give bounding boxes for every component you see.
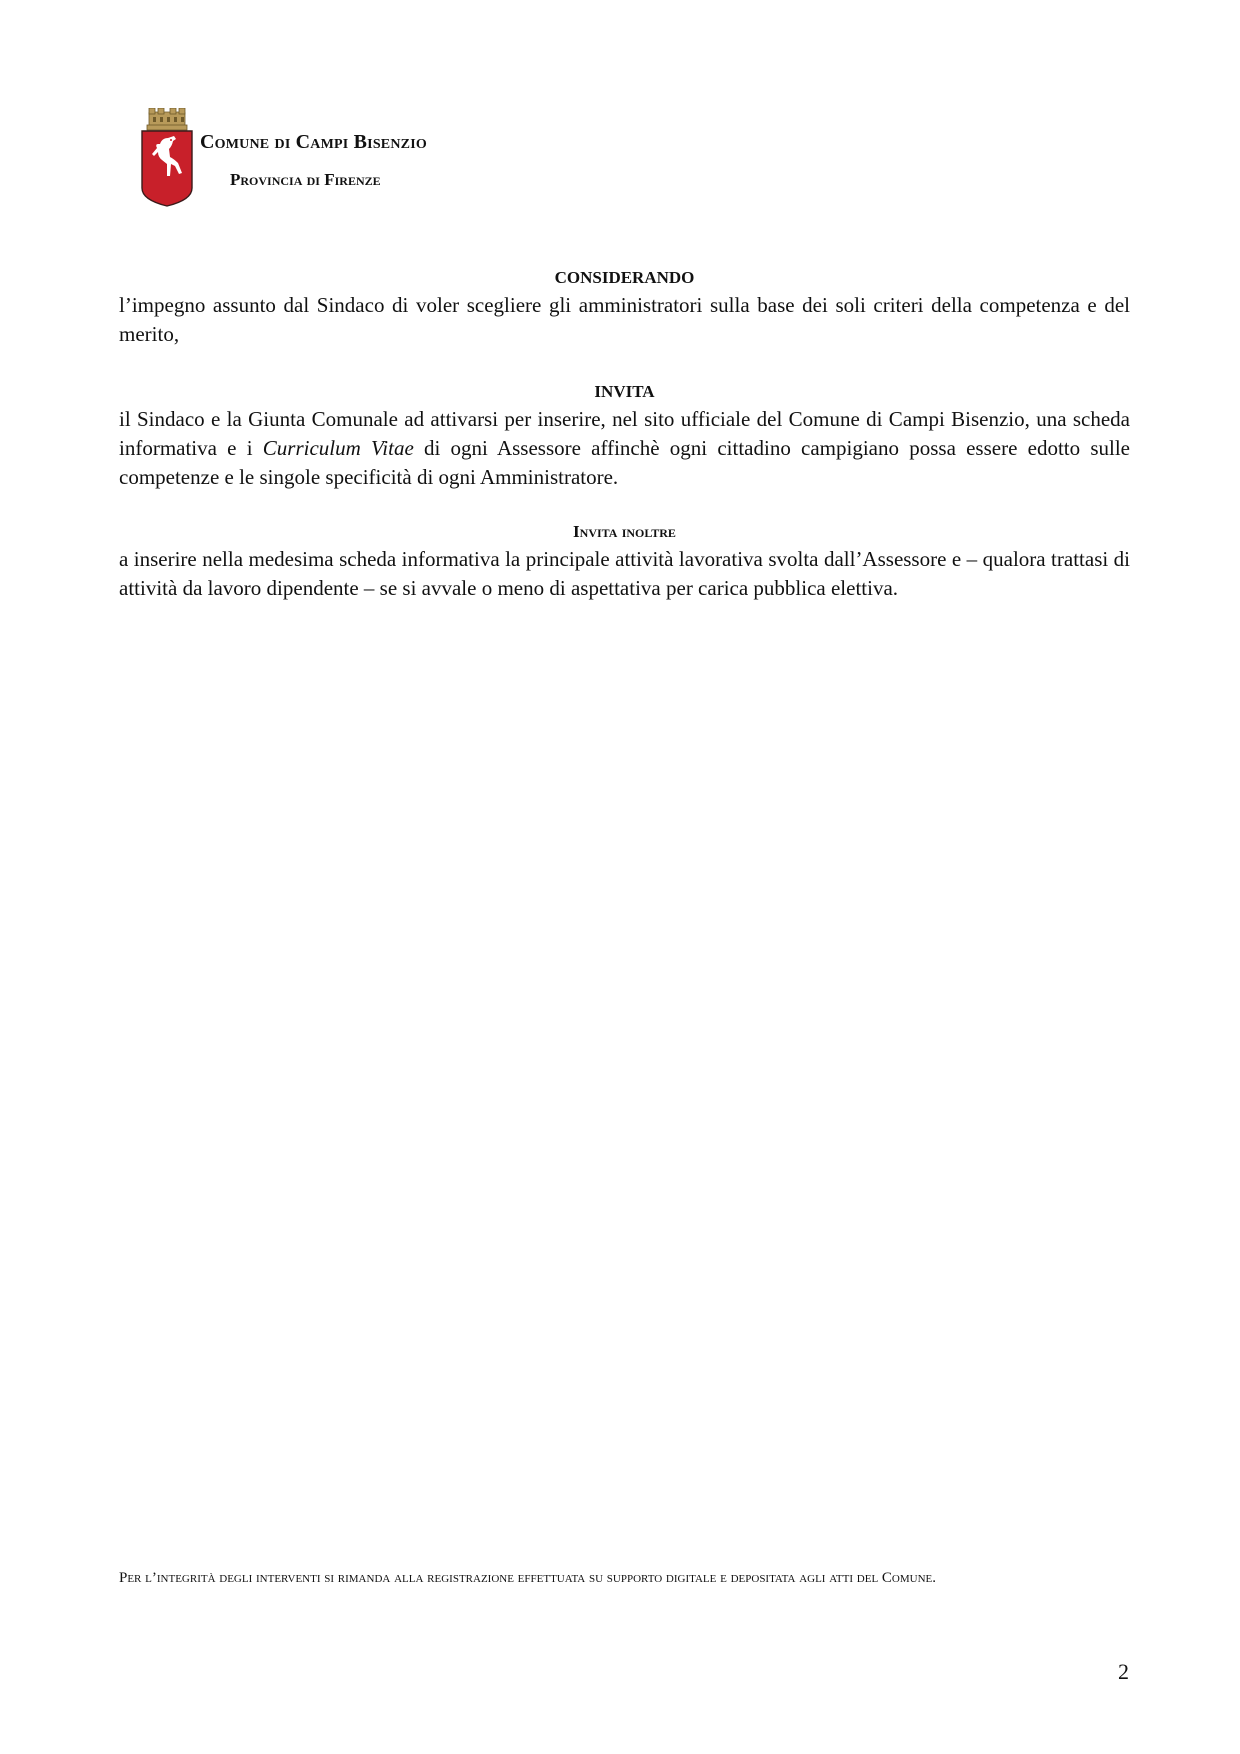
italic-term: Curriculum Vitae — [262, 436, 414, 460]
province-name: Provincia di Firenze — [230, 170, 381, 189]
section-considerando — [119, 265, 1130, 349]
section-paragraph: a inserire nella medesima scheda informativa la principale attività lavorativa svolta dall’Assessore e – qualora trattasi di attività da lavoro dipendente – se si avvale o meno di aspettativa per carica pubblica elettiva. — [119, 547, 1130, 600]
section-heading: CONSIDERANDO — [554, 268, 695, 287]
paragraph-text: il Sindaco e la Giunta Comunale ad attivarsi per inserire, nel sito ufficiale del Comune di Campi Bisenzio, una scheda informativa e i — [119, 407, 1130, 460]
section-paragraph — [119, 405, 1130, 492]
document-body — [119, 265, 1130, 603]
footer-note: Per l’integrità degli interventi si rimanda alla registrazione effettuata su supporto digitale e depositata agli atti del Comune. — [119, 1570, 937, 1586]
paragraph-text: di ogni Assessore affinchè ogni cittadino campigiano possa essere edotto sulle competenze e le singole specificità di ogni Amministratore. — [119, 436, 1131, 489]
section-heading: Invita inoltre — [573, 522, 676, 541]
municipality-name: Comune di Campi Bisenzio — [200, 131, 427, 153]
section-paragraph: l’impegno assunto dal Sindaco di voler scegliere gli amministratori sulla base dei soli criteri della competenza e del merito, — [119, 293, 1130, 346]
section-invita-inoltre — [119, 519, 1130, 603]
section-heading: INVITA — [594, 382, 655, 401]
letterhead — [138, 108, 638, 208]
section-invita — [119, 379, 1130, 492]
municipal-crest-icon — [138, 108, 196, 208]
page-number: 2 — [1118, 1659, 1129, 1684]
